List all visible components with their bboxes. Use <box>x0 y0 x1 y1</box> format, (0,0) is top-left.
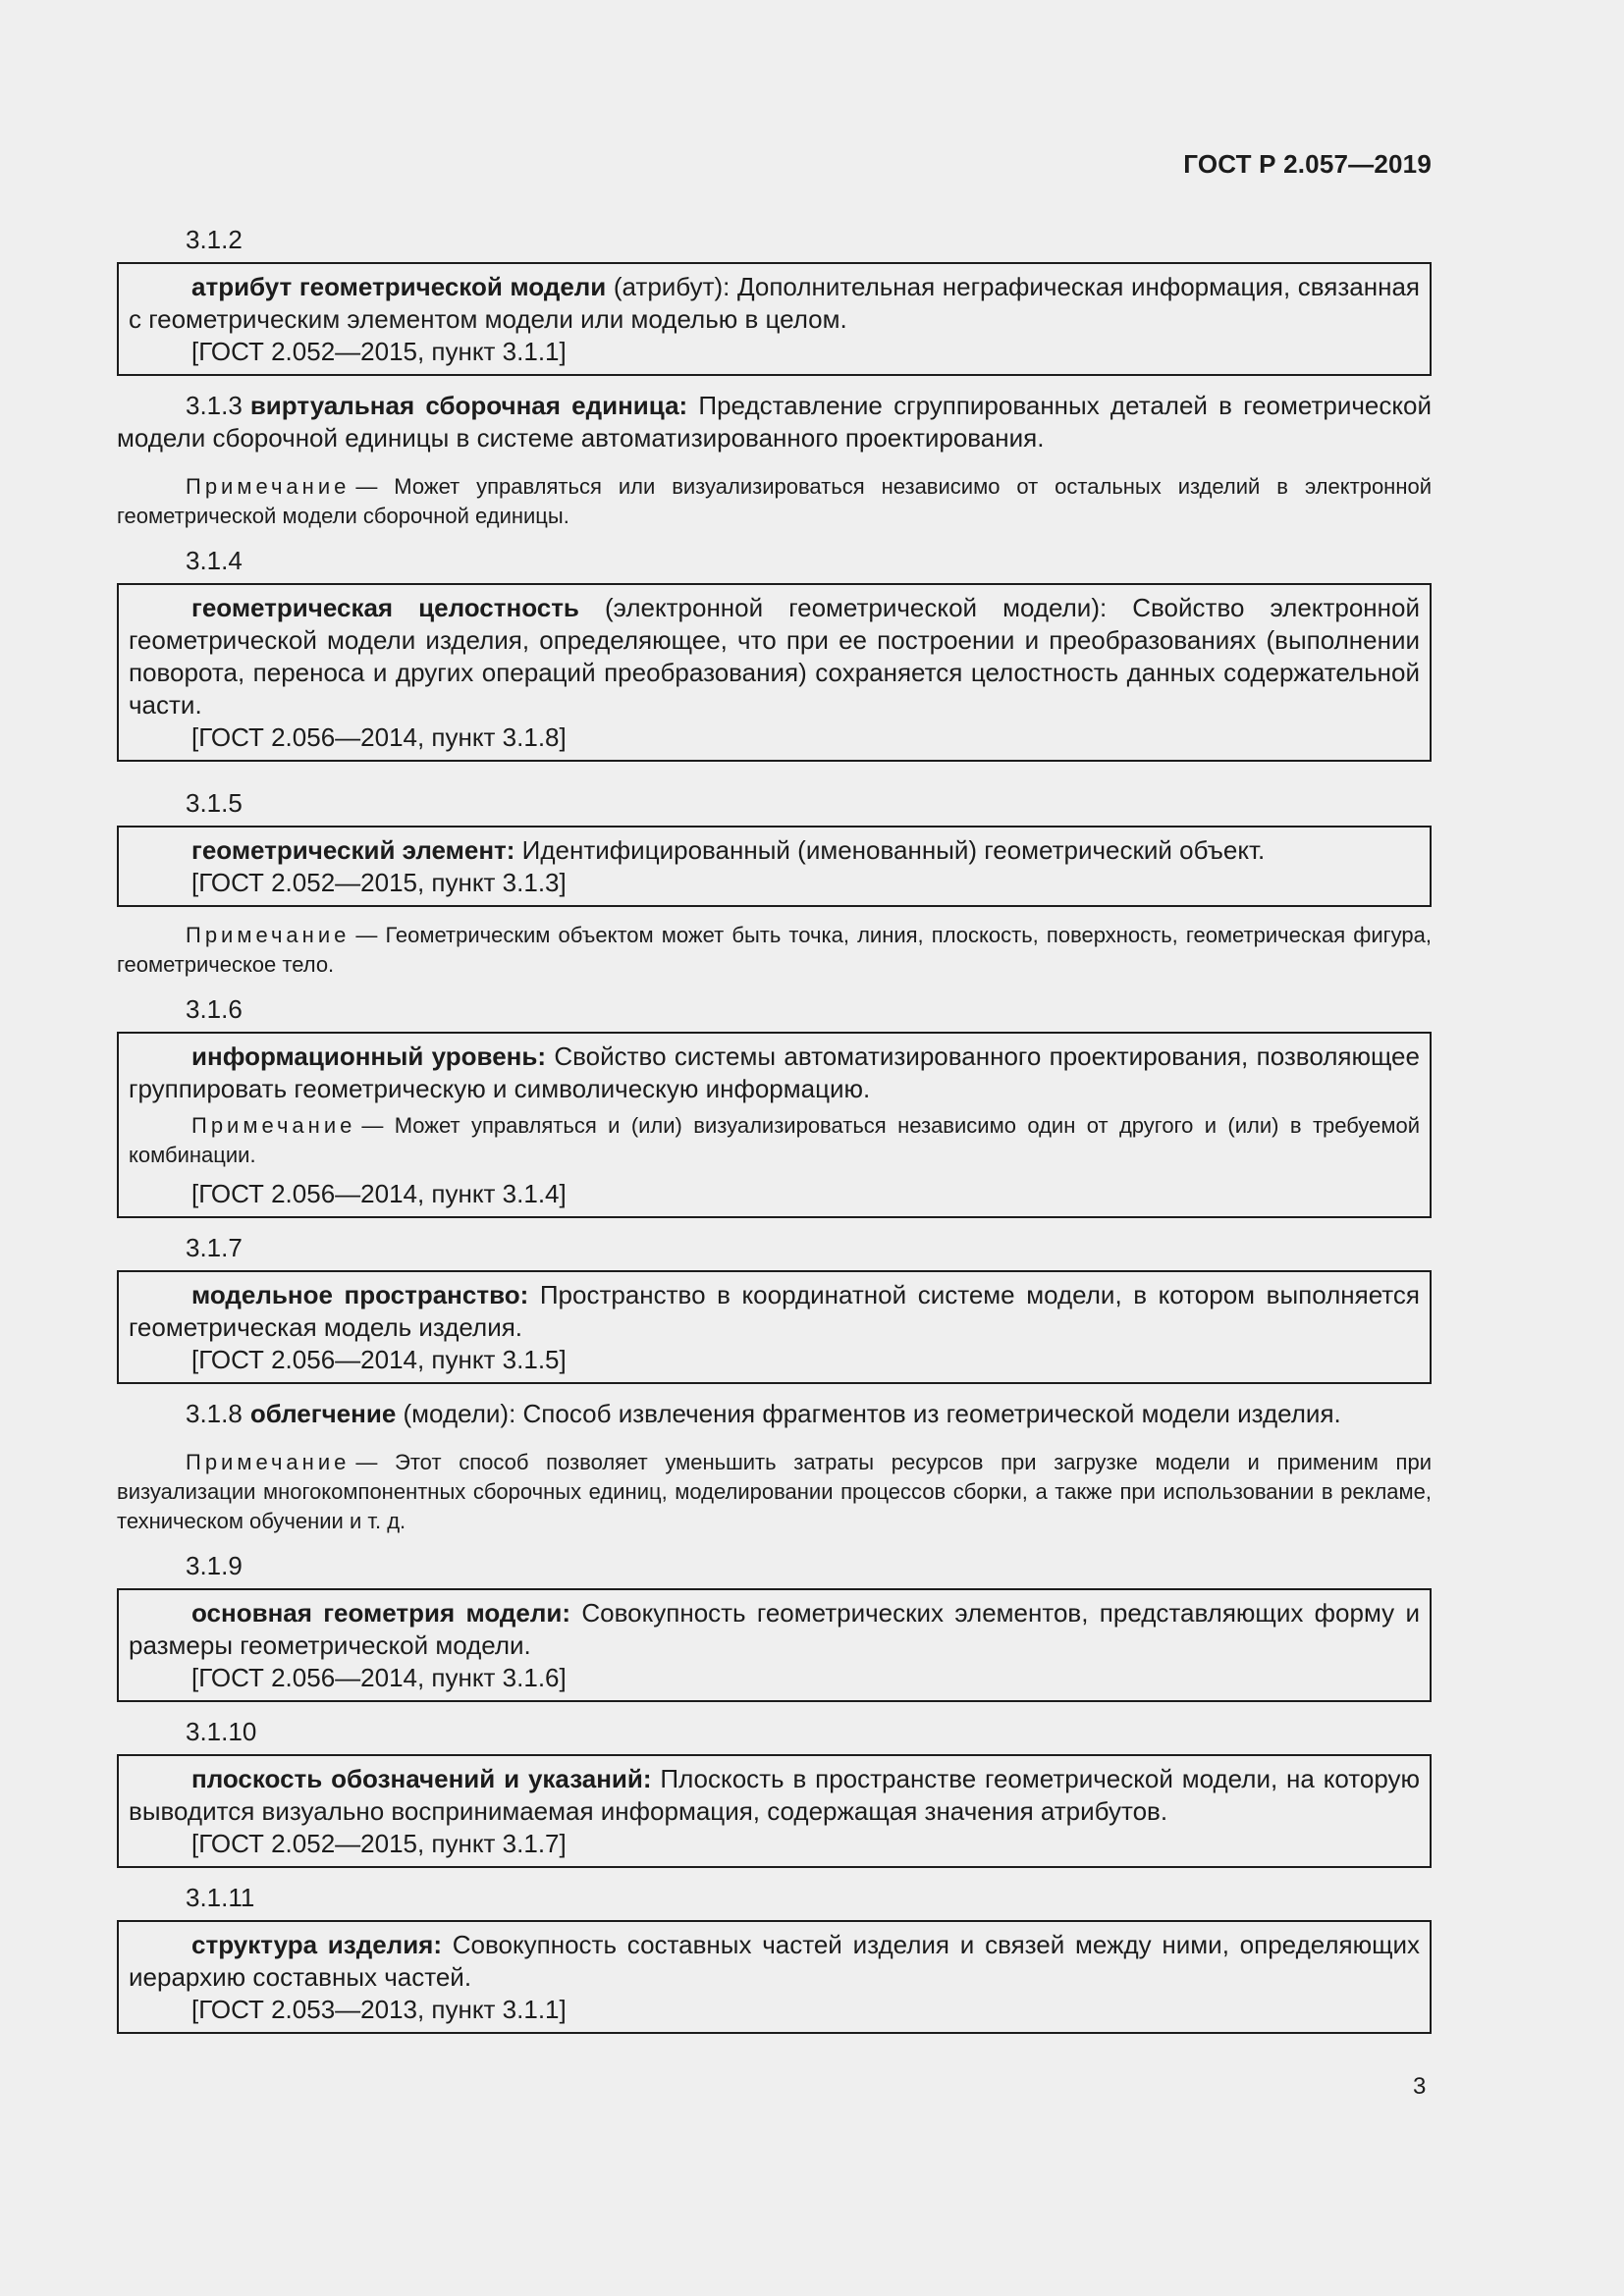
source-reference: [ГОСТ 2.056—2014, пункт 3.1.8] <box>191 722 567 752</box>
term-paragraph <box>117 1398 1432 1430</box>
term-box <box>117 826 1432 907</box>
source-reference: [ГОСТ 2.052—2015, пункт 3.1.3] <box>191 868 567 897</box>
source-reference: [ГОСТ 2.053—2013, пункт 3.1.1] <box>191 1995 567 2024</box>
entry-number: 3.1.6 <box>186 994 243 1024</box>
source-reference: [ГОСТ 2.056—2014, пункт 3.1.4] <box>191 1179 567 1208</box>
note-text: — Этот способ позволяет уменьшить затраты ресурсов при загрузке модели и применим при визуализации многокомпонентных сборочных единиц, моделировании процессов сборки, а также при использовании в рекламе, техническом обучении и т. д. <box>117 1450 1432 1533</box>
note-text: — Может управляться или визуализироваться независимо от остальных изделий в электронной геометрической модели сборочной единицы. <box>117 474 1432 528</box>
document-code: ГОСТ Р 2.057—2019 <box>1183 149 1432 179</box>
term-definition <box>129 592 1420 721</box>
term: атрибут геометрической модели <box>191 272 607 301</box>
source-reference: [ГОСТ 2.056—2014, пункт 3.1.5] <box>191 1345 567 1374</box>
entry-number: 3.1.7 <box>186 1233 243 1262</box>
page-number: 3 <box>1413 2073 1427 2100</box>
definition-text: Плоскость в пространстве геометрической модели, на которую выводится визуально воспринимаемая информация, содержащая значения атрибутов. <box>129 1764 1420 1826</box>
definition-text: Способ извлечения фрагментов из геометрической модели изделия. <box>522 1399 1341 1428</box>
term: структура изделия: <box>191 1930 443 1959</box>
entry-number: 3.1.11 <box>186 1883 255 1912</box>
note-label: Примечание <box>186 923 351 947</box>
source-reference: [ГОСТ 2.052—2015, пункт 3.1.7] <box>191 1829 567 1858</box>
term-qualifier: (атрибут): <box>606 272 737 301</box>
term-definition <box>129 1597 1420 1662</box>
definition-text: Представление сгруппированных деталей в геометрической модели сборочной единицы в системе автоматизированного проектирования. <box>117 391 1433 453</box>
definition-text: Свойство системы автоматизированного проектирования, позволяющее группировать геометрическую и символическую информацию. <box>129 1041 1420 1103</box>
entry-number: 3.1.10 <box>186 1717 257 1746</box>
term-box <box>117 1920 1432 2034</box>
definition-text: Совокупность геометрических элементов, представляющих форму и размеры геометрической модели. <box>129 1598 1420 1660</box>
term-definition <box>129 1279 1420 1344</box>
terms-section <box>117 224 1432 2048</box>
term-definition <box>129 1041 1420 1105</box>
source-reference: [ГОСТ 2.052—2015, пункт 3.1.1] <box>191 337 567 366</box>
note-label: Примечание <box>186 1450 351 1474</box>
term-box <box>117 1032 1432 1218</box>
entry-number: 3.1.8 <box>186 1399 243 1428</box>
source-reference: [ГОСТ 2.056—2014, пункт 3.1.6] <box>191 1663 567 1692</box>
term: модельное пространство: <box>191 1280 529 1309</box>
entry-number: 3.1.2 <box>186 225 243 254</box>
note <box>129 1111 1420 1170</box>
definition-text: Совокупность составных частей изделия и связей между ними, определяющих иерархию составных частей. <box>129 1930 1421 1992</box>
definition-text: Свойство электронной геометрической модели изделия, определяющее, что при ее построении и преобразованиях (выполнении поворота, переноса и других операций преобразования) сохраняется целостность данных содержательной части. <box>129 593 1420 720</box>
entry-number: 3.1.3 <box>186 391 243 420</box>
note-label: Примечание <box>191 1113 356 1138</box>
note <box>117 1448 1432 1536</box>
term-qualifier: (модели): <box>396 1399 523 1428</box>
term-box <box>117 583 1432 762</box>
term-definition <box>129 1763 1420 1828</box>
term-box <box>117 1270 1432 1384</box>
term-paragraph <box>117 390 1432 454</box>
term: информационный уровень: <box>191 1041 546 1071</box>
note <box>117 472 1432 531</box>
term-box <box>117 1754 1432 1868</box>
note-text: — Геометрическим объектом может быть точка, линия, плоскость, поверхность, геометрическая фигура, геометрическое тело. <box>117 923 1432 977</box>
definition-text: Идентифицированный (именованный) геометрический объект. <box>514 835 1266 865</box>
term-definition <box>129 1929 1420 1994</box>
note-text: — Может управляться и (или) визуализироваться независимо один от другого и (или) в требуемой комбинации. <box>129 1113 1420 1167</box>
note <box>117 921 1432 980</box>
definition-text: Пространство в координатной системе модели, в котором выполняется геометрическая модель изделия. <box>129 1280 1421 1342</box>
term: геометрический элемент: <box>191 835 515 865</box>
term: виртуальная сборочная единица: <box>249 391 688 420</box>
term-box <box>117 262 1432 376</box>
entry-number: 3.1.5 <box>186 788 243 818</box>
term: облегчение <box>249 1399 397 1428</box>
term-qualifier: (электронной геометрической модели): <box>578 593 1133 622</box>
entry-number: 3.1.4 <box>186 546 243 575</box>
term-definition <box>129 834 1420 867</box>
note-label: Примечание <box>186 474 351 499</box>
term: плоскость обозначений и указаний: <box>191 1764 652 1793</box>
definition-text: Дополнительная неграфическая информация, связанная с геометрическим элементом модели или моделью в целом. <box>129 272 1420 334</box>
term-definition <box>129 271 1420 336</box>
term: геометрическая целостность <box>191 593 579 622</box>
entry-number: 3.1.9 <box>186 1551 243 1580</box>
term-box <box>117 1588 1432 1702</box>
term: основная геометрия модели: <box>191 1598 571 1628</box>
